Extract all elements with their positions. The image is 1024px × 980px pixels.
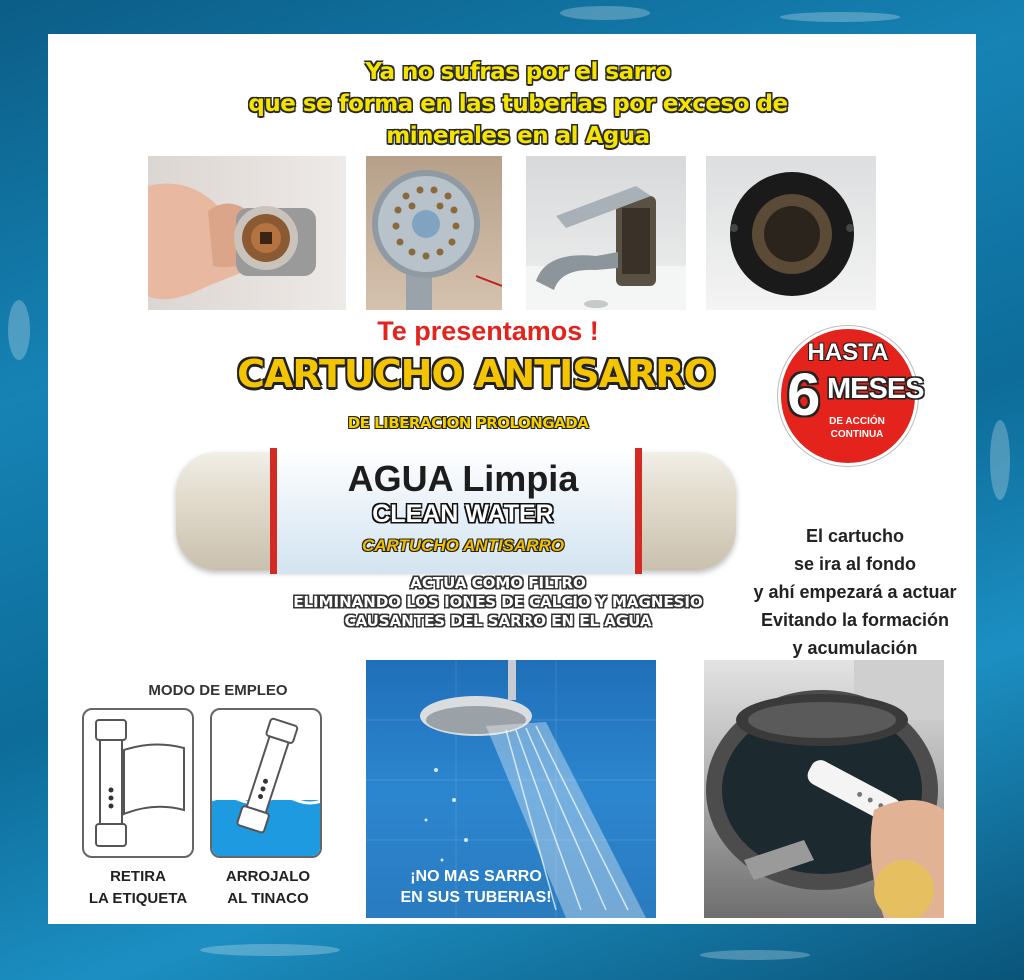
scaled-drain-photo — [706, 156, 876, 310]
side-line-5: y acumulación — [792, 638, 918, 658]
water-highlight — [700, 950, 810, 960]
badge-continua: CONTINUA — [830, 429, 884, 440]
water-tank-photo — [704, 660, 944, 918]
product-subtitle: DE LIBERACION PROLONGADA — [347, 414, 589, 432]
instructions-title: MODO DE EMPLEO — [148, 682, 288, 699]
headline-line-2: que se forma en las tuberias por exceso de — [248, 91, 788, 117]
badge-number: 6 — [787, 361, 821, 428]
label-english: CLEAN WATER — [372, 500, 554, 528]
headline-line-3: minerales en al Agua — [386, 123, 650, 149]
scaled-faucet-photo — [526, 156, 686, 310]
description-line-2: ELIMINANDO LOS IONES DE CALCIO Y MAGNESIO — [293, 593, 703, 611]
label-brand: AGUA Limpia — [347, 458, 579, 499]
headline — [198, 56, 838, 152]
side-line-3: y ahí empezará a actuar — [753, 582, 957, 602]
side-line-2: se ira al fondo — [793, 554, 917, 574]
step-2-line-1: ARROJALO — [225, 868, 311, 885]
step-1-line-1: RETIRA — [110, 868, 166, 885]
side-line-4: Evitando la formación — [760, 610, 950, 630]
step-1-line-2: LA ETIQUETA — [88, 890, 188, 907]
product-title: CARTUCHO ANTISARRO — [237, 352, 715, 396]
cartridge-label — [270, 448, 642, 574]
water-highlight — [8, 300, 30, 360]
shower-caption — [376, 866, 576, 908]
intro-heading: Te presentamos ! — [377, 316, 599, 346]
water-highlight — [780, 12, 900, 22]
side-line-1: El cartucho — [805, 526, 905, 546]
water-highlight — [990, 420, 1010, 500]
product-description — [228, 574, 768, 631]
badge-hasta: HASTA — [807, 339, 889, 366]
description-line-3: CAUSANTES DEL SARRO EN EL AGUA — [344, 612, 652, 630]
side-explanation — [740, 522, 970, 662]
duration-badge — [778, 326, 924, 466]
clean-shower-photo — [366, 660, 656, 918]
clogged-showerhead-photo — [366, 156, 502, 310]
label-name: CARTUCHO ANTISARRO — [361, 536, 565, 555]
badge-unit: MESES — [827, 373, 924, 405]
step-1-label — [68, 866, 208, 910]
description-line-1: ACTUA COMO FILTRO — [410, 574, 586, 592]
shower-caption-line-1: ¡NO MAS SARRO — [410, 868, 542, 885]
step-2-line-2: AL TINACO — [227, 890, 309, 907]
shower-caption-line-2: EN SUS TUBERIAS! — [400, 889, 552, 906]
step-remove-label-icon — [82, 708, 194, 858]
step-drop-in-tank-icon — [210, 708, 322, 858]
cartridge-image — [176, 448, 736, 574]
headline-line-1: Ya no sufras por el sarro — [365, 59, 671, 85]
badge-accion: DE ACCIÓN — [829, 416, 885, 427]
advert-panel — [48, 34, 976, 924]
water-highlight — [200, 944, 340, 956]
step-2-label — [198, 866, 338, 910]
scaled-pipe-photo — [148, 156, 346, 310]
water-highlight — [560, 6, 650, 20]
